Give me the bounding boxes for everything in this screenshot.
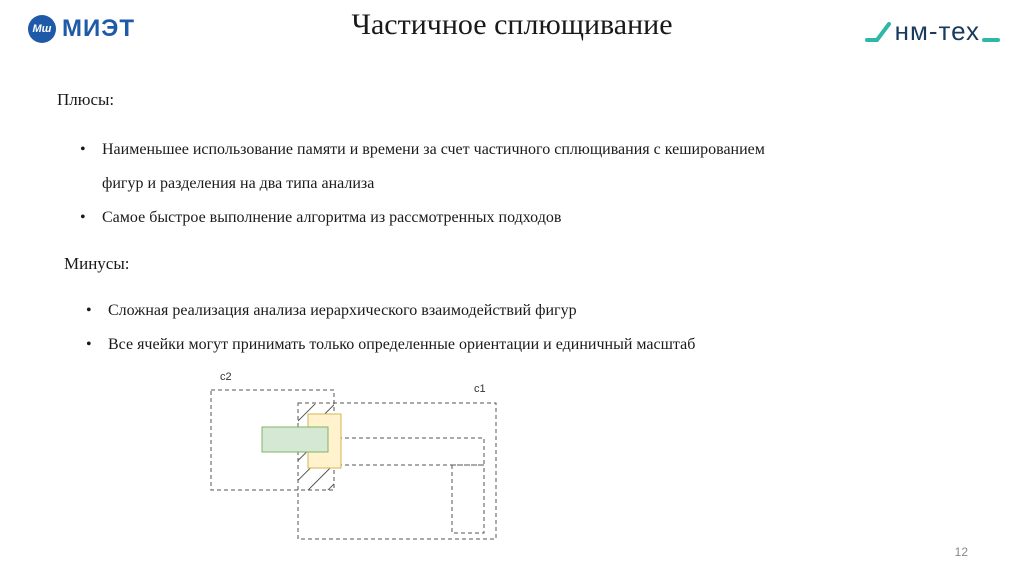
list-item: • Все ячейки могут принимать только определенные ориентации и единичный масштаб (86, 328, 695, 362)
list-item-text-continued: фигур и разделения на два типа анализа (102, 175, 375, 192)
list-item (80, 133, 765, 201)
list-item: • Сложная реализация анализа иерархического взаимодействий фигур (86, 294, 695, 328)
nmtex-logo-text: нм-тех (894, 16, 980, 46)
pros-list (80, 133, 765, 235)
page-number: 12 (954, 545, 968, 559)
list-item-text: Наименьшее использование памяти и времени за счет частичного сплющивания с кешированием (102, 141, 765, 158)
hierarchy-diagram (200, 360, 510, 540)
miet-emblem-text: Мш (32, 23, 52, 35)
cons-list (86, 294, 695, 362)
green-shape (262, 427, 328, 452)
miet-logo-text: МИЭТ (62, 15, 135, 42)
list-item: • Самое быстрое выполнение алгоритма из рассмотренных подходов (80, 201, 765, 235)
c1-inner-vertical-shape (452, 465, 484, 533)
nmtex-slash-icon (865, 20, 891, 44)
nmtex-underscore-icon (980, 20, 1000, 44)
pros-label: Плюсы: (57, 90, 115, 109)
cell-c2-label: c2 (220, 371, 232, 383)
cell-c1-label: c1 (474, 383, 486, 395)
nmtex-logo (865, 16, 1000, 47)
c1-inner-horizontal-shape (338, 438, 484, 465)
slide-title: Частичное сплющивание (351, 8, 673, 41)
cons-label: Минусы: (64, 254, 130, 273)
